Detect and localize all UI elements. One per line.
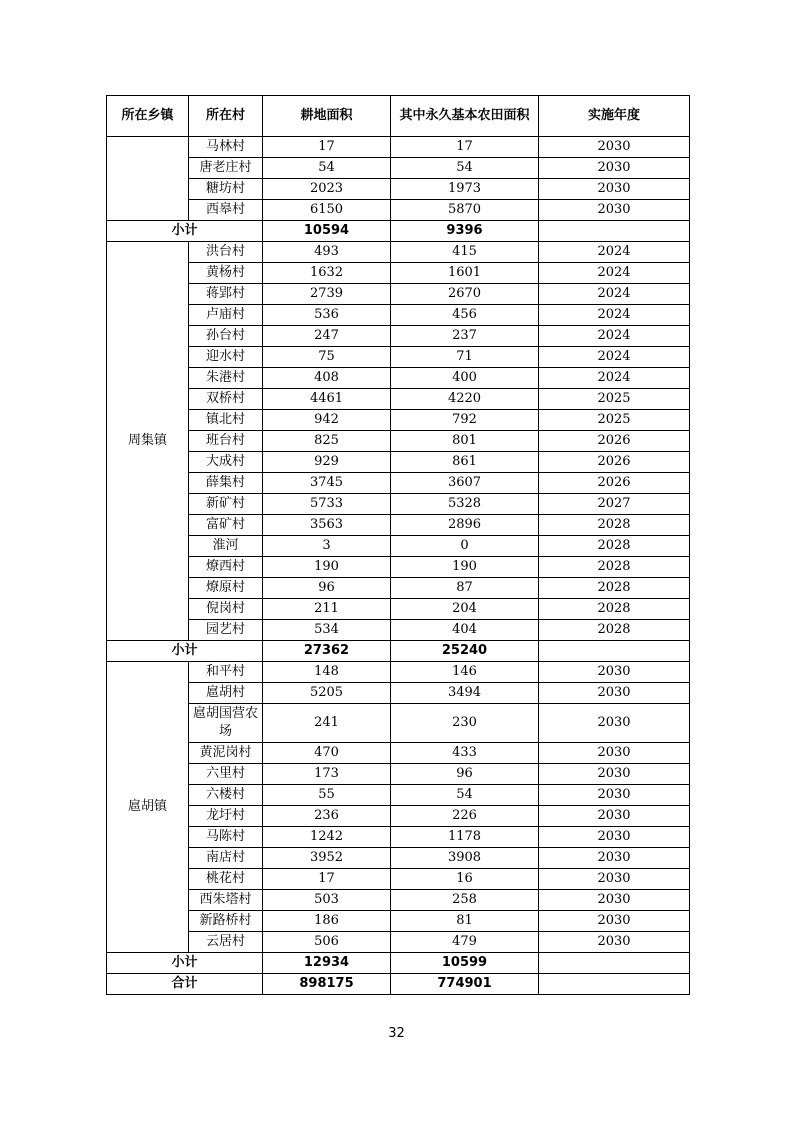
total-farmland-area: 898175 bbox=[263, 974, 391, 995]
village-cell: 朱港村 bbox=[189, 368, 263, 389]
basic-farmland-cell: 415 bbox=[391, 242, 539, 263]
farmland-area-cell: 17 bbox=[263, 137, 391, 158]
village-cell: 马陈村 bbox=[189, 827, 263, 848]
farmland-area-cell: 55 bbox=[263, 785, 391, 806]
basic-farmland-cell: 861 bbox=[391, 452, 539, 473]
basic-farmland-cell: 1601 bbox=[391, 263, 539, 284]
farmland-area-cell: 2023 bbox=[263, 179, 391, 200]
subtotal-year bbox=[539, 221, 690, 242]
subtotal-basic-farmland: 25240 bbox=[391, 641, 539, 662]
year-cell: 2030 bbox=[539, 743, 690, 764]
basic-farmland-cell: 71 bbox=[391, 347, 539, 368]
subtotal-row bbox=[107, 221, 690, 242]
farmland-area-cell: 408 bbox=[263, 368, 391, 389]
farmland-area-cell: 1632 bbox=[263, 263, 391, 284]
farmland-area-cell: 54 bbox=[263, 158, 391, 179]
farmland-area-cell: 929 bbox=[263, 452, 391, 473]
table-row bbox=[107, 368, 690, 389]
table-row bbox=[107, 743, 690, 764]
farmland-area-cell: 470 bbox=[263, 743, 391, 764]
farmland-area-cell: 534 bbox=[263, 620, 391, 641]
basic-farmland-cell: 237 bbox=[391, 326, 539, 347]
header-basic-farmland-area: 其中永久基本农田面积 bbox=[391, 96, 539, 137]
table-row bbox=[107, 683, 690, 704]
table-row bbox=[107, 326, 690, 347]
village-cell: 淮河 bbox=[189, 536, 263, 557]
village-cell: 镇北村 bbox=[189, 410, 263, 431]
farmland-area-cell: 493 bbox=[263, 242, 391, 263]
header-farmland-area: 耕地面积 bbox=[263, 96, 391, 137]
year-cell: 2030 bbox=[539, 911, 690, 932]
year-cell: 2026 bbox=[539, 431, 690, 452]
village-cell: 黄泥岗村 bbox=[189, 743, 263, 764]
village-cell: 和平村 bbox=[189, 662, 263, 683]
farmland-area-cell: 186 bbox=[263, 911, 391, 932]
year-cell: 2030 bbox=[539, 827, 690, 848]
village-cell: 班台村 bbox=[189, 431, 263, 452]
village-cell: 西皋村 bbox=[189, 200, 263, 221]
farmland-area-cell: 942 bbox=[263, 410, 391, 431]
village-cell: 六里村 bbox=[189, 764, 263, 785]
year-cell: 2024 bbox=[539, 284, 690, 305]
farmland-area-cell: 3563 bbox=[263, 515, 391, 536]
basic-farmland-cell: 400 bbox=[391, 368, 539, 389]
table-row bbox=[107, 557, 690, 578]
village-cell: 新矿村 bbox=[189, 494, 263, 515]
table-row bbox=[107, 305, 690, 326]
header-implementation-year: 实施年度 bbox=[539, 96, 690, 137]
table-row bbox=[107, 827, 690, 848]
year-cell: 2025 bbox=[539, 410, 690, 431]
basic-farmland-cell: 54 bbox=[391, 785, 539, 806]
village-cell: 六楼村 bbox=[189, 785, 263, 806]
year-cell: 2030 bbox=[539, 158, 690, 179]
village-cell: 倪岗村 bbox=[189, 599, 263, 620]
subtotal-label: 小计 bbox=[107, 641, 263, 662]
farmland-area-cell: 825 bbox=[263, 431, 391, 452]
year-cell: 2028 bbox=[539, 578, 690, 599]
table-row bbox=[107, 806, 690, 827]
header-town: 所在乡镇 bbox=[107, 96, 189, 137]
table-row bbox=[107, 578, 690, 599]
farmland-area-cell: 3952 bbox=[263, 848, 391, 869]
table-body bbox=[107, 137, 690, 995]
table-row bbox=[107, 848, 690, 869]
header-village: 所在村 bbox=[189, 96, 263, 137]
farmland-area-cell: 3745 bbox=[263, 473, 391, 494]
basic-farmland-cell: 433 bbox=[391, 743, 539, 764]
subtotal-label: 小计 bbox=[107, 221, 263, 242]
basic-farmland-cell: 87 bbox=[391, 578, 539, 599]
basic-farmland-cell: 16 bbox=[391, 869, 539, 890]
table-row bbox=[107, 242, 690, 263]
basic-farmland-cell: 5870 bbox=[391, 200, 539, 221]
village-cell: 西朱塔村 bbox=[189, 890, 263, 911]
table-row bbox=[107, 431, 690, 452]
total-label: 合计 bbox=[107, 974, 263, 995]
farmland-area-cell: 190 bbox=[263, 557, 391, 578]
village-cell: 燎原村 bbox=[189, 578, 263, 599]
year-cell: 2030 bbox=[539, 785, 690, 806]
table-row bbox=[107, 932, 690, 953]
table-row bbox=[107, 389, 690, 410]
farmland-area-cell: 96 bbox=[263, 578, 391, 599]
subtotal-year bbox=[539, 641, 690, 662]
subtotal-label: 小计 bbox=[107, 953, 263, 974]
year-cell: 2030 bbox=[539, 200, 690, 221]
village-cell: 迎水村 bbox=[189, 347, 263, 368]
subtotal-farmland-area: 12934 bbox=[263, 953, 391, 974]
table-row bbox=[107, 620, 690, 641]
farmland-area-cell: 4461 bbox=[263, 389, 391, 410]
year-cell: 2030 bbox=[539, 137, 690, 158]
year-cell: 2030 bbox=[539, 704, 690, 743]
basic-farmland-cell: 456 bbox=[391, 305, 539, 326]
town-cell bbox=[107, 137, 189, 221]
village-cell: 新路桥村 bbox=[189, 911, 263, 932]
village-cell: 大成村 bbox=[189, 452, 263, 473]
basic-farmland-cell: 226 bbox=[391, 806, 539, 827]
year-cell: 2030 bbox=[539, 179, 690, 200]
year-cell: 2024 bbox=[539, 263, 690, 284]
year-cell: 2024 bbox=[539, 326, 690, 347]
table-row bbox=[107, 263, 690, 284]
subtotal-row bbox=[107, 641, 690, 662]
table-row bbox=[107, 410, 690, 431]
table-row bbox=[107, 515, 690, 536]
subtotal-farmland-area: 10594 bbox=[263, 221, 391, 242]
subtotal-row bbox=[107, 953, 690, 974]
year-cell: 2028 bbox=[539, 536, 690, 557]
table-row bbox=[107, 284, 690, 305]
table-row bbox=[107, 137, 690, 158]
table-row bbox=[107, 704, 690, 743]
village-cell: 糖坊村 bbox=[189, 179, 263, 200]
village-cell: 富矿村 bbox=[189, 515, 263, 536]
table-row bbox=[107, 494, 690, 515]
basic-farmland-cell: 404 bbox=[391, 620, 539, 641]
basic-farmland-cell: 3908 bbox=[391, 848, 539, 869]
year-cell: 2024 bbox=[539, 368, 690, 389]
page-number: 32 bbox=[388, 1026, 405, 1041]
table-row bbox=[107, 911, 690, 932]
table-row bbox=[107, 890, 690, 911]
table-row bbox=[107, 869, 690, 890]
village-cell: 双桥村 bbox=[189, 389, 263, 410]
year-cell: 2030 bbox=[539, 764, 690, 785]
farmland-area-cell: 247 bbox=[263, 326, 391, 347]
village-cell: 扈胡国营农场 bbox=[189, 704, 263, 743]
year-cell: 2025 bbox=[539, 389, 690, 410]
basic-farmland-cell: 190 bbox=[391, 557, 539, 578]
village-cell: 园艺村 bbox=[189, 620, 263, 641]
basic-farmland-cell: 792 bbox=[391, 410, 539, 431]
year-cell: 2028 bbox=[539, 515, 690, 536]
farmland-area-cell: 17 bbox=[263, 869, 391, 890]
year-cell: 2030 bbox=[539, 806, 690, 827]
basic-farmland-cell: 801 bbox=[391, 431, 539, 452]
table-row bbox=[107, 662, 690, 683]
farmland-table bbox=[106, 95, 690, 995]
farmland-area-cell: 236 bbox=[263, 806, 391, 827]
table-row bbox=[107, 764, 690, 785]
basic-farmland-cell: 96 bbox=[391, 764, 539, 785]
year-cell: 2028 bbox=[539, 599, 690, 620]
basic-farmland-cell: 5328 bbox=[391, 494, 539, 515]
basic-farmland-cell: 54 bbox=[391, 158, 539, 179]
farmland-area-cell: 3 bbox=[263, 536, 391, 557]
basic-farmland-cell: 146 bbox=[391, 662, 539, 683]
basic-farmland-cell: 2896 bbox=[391, 515, 539, 536]
farmland-area-cell: 5205 bbox=[263, 683, 391, 704]
year-cell: 2028 bbox=[539, 620, 690, 641]
basic-farmland-cell: 204 bbox=[391, 599, 539, 620]
table-row bbox=[107, 158, 690, 179]
basic-farmland-cell: 1178 bbox=[391, 827, 539, 848]
village-cell: 卢庙村 bbox=[189, 305, 263, 326]
village-cell: 龙圩村 bbox=[189, 806, 263, 827]
town-cell: 周集镇 bbox=[107, 242, 189, 641]
subtotal-basic-farmland: 10599 bbox=[391, 953, 539, 974]
year-cell: 2026 bbox=[539, 473, 690, 494]
year-cell: 2030 bbox=[539, 848, 690, 869]
table-row bbox=[107, 200, 690, 221]
year-cell: 2030 bbox=[539, 869, 690, 890]
village-cell: 燎西村 bbox=[189, 557, 263, 578]
basic-farmland-cell: 3494 bbox=[391, 683, 539, 704]
village-cell: 马林村 bbox=[189, 137, 263, 158]
village-cell: 南店村 bbox=[189, 848, 263, 869]
basic-farmland-cell: 479 bbox=[391, 932, 539, 953]
farmland-area-cell: 536 bbox=[263, 305, 391, 326]
total-row bbox=[107, 974, 690, 995]
village-cell: 扈胡村 bbox=[189, 683, 263, 704]
year-cell: 2024 bbox=[539, 305, 690, 326]
farmland-area-cell: 5733 bbox=[263, 494, 391, 515]
year-cell: 2024 bbox=[539, 347, 690, 368]
farmland-area-cell: 75 bbox=[263, 347, 391, 368]
year-cell: 2026 bbox=[539, 452, 690, 473]
village-cell: 桃花村 bbox=[189, 869, 263, 890]
basic-farmland-cell: 230 bbox=[391, 704, 539, 743]
subtotal-farmland-area: 27362 bbox=[263, 641, 391, 662]
year-cell: 2030 bbox=[539, 890, 690, 911]
basic-farmland-cell: 81 bbox=[391, 911, 539, 932]
total-year bbox=[539, 974, 690, 995]
farmland-area-cell: 241 bbox=[263, 704, 391, 743]
table-row bbox=[107, 785, 690, 806]
subtotal-year bbox=[539, 953, 690, 974]
village-cell: 黄杨村 bbox=[189, 263, 263, 284]
basic-farmland-cell: 3607 bbox=[391, 473, 539, 494]
farmland-area-cell: 173 bbox=[263, 764, 391, 785]
table-row bbox=[107, 347, 690, 368]
year-cell: 2024 bbox=[539, 242, 690, 263]
table-row bbox=[107, 599, 690, 620]
farmland-area-cell: 2739 bbox=[263, 284, 391, 305]
village-cell: 洪台村 bbox=[189, 242, 263, 263]
village-cell: 云居村 bbox=[189, 932, 263, 953]
village-cell: 唐老庄村 bbox=[189, 158, 263, 179]
year-cell: 2030 bbox=[539, 662, 690, 683]
basic-farmland-cell: 1973 bbox=[391, 179, 539, 200]
table-row bbox=[107, 536, 690, 557]
year-cell: 2030 bbox=[539, 683, 690, 704]
total-basic-farmland: 774901 bbox=[391, 974, 539, 995]
subtotal-basic-farmland: 9396 bbox=[391, 221, 539, 242]
farmland-area-cell: 148 bbox=[263, 662, 391, 683]
table-row bbox=[107, 452, 690, 473]
farmland-area-cell: 503 bbox=[263, 890, 391, 911]
table-row bbox=[107, 473, 690, 494]
header-row bbox=[107, 96, 690, 137]
basic-farmland-cell: 0 bbox=[391, 536, 539, 557]
basic-farmland-cell: 4220 bbox=[391, 389, 539, 410]
village-cell: 蒋郢村 bbox=[189, 284, 263, 305]
year-cell: 2030 bbox=[539, 932, 690, 953]
table-row bbox=[107, 179, 690, 200]
basic-farmland-cell: 258 bbox=[391, 890, 539, 911]
farmland-area-cell: 1242 bbox=[263, 827, 391, 848]
basic-farmland-cell: 2670 bbox=[391, 284, 539, 305]
farmland-area-cell: 6150 bbox=[263, 200, 391, 221]
farmland-area-cell: 211 bbox=[263, 599, 391, 620]
village-cell: 孙台村 bbox=[189, 326, 263, 347]
basic-farmland-cell: 17 bbox=[391, 137, 539, 158]
village-cell: 薛集村 bbox=[189, 473, 263, 494]
year-cell: 2027 bbox=[539, 494, 690, 515]
year-cell: 2028 bbox=[539, 557, 690, 578]
farmland-area-cell: 506 bbox=[263, 932, 391, 953]
town-cell: 扈胡镇 bbox=[107, 662, 189, 953]
